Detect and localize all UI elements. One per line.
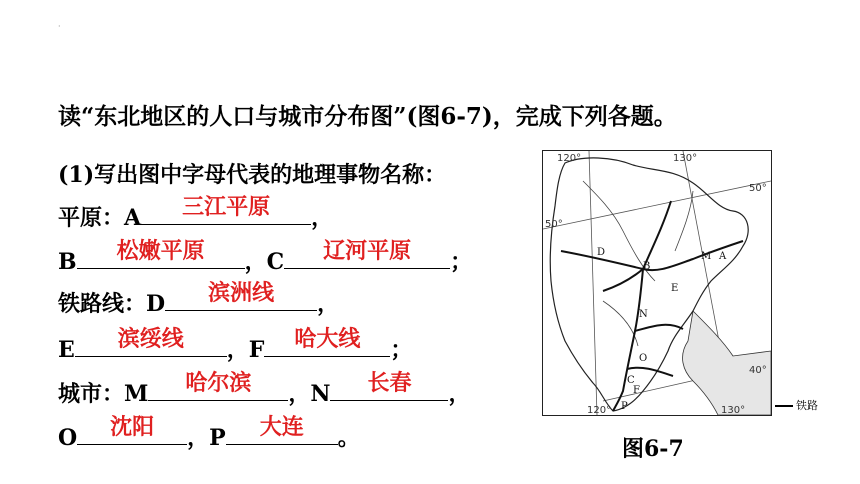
row-rail-d: [58, 281, 340, 320]
railway-binzhou-binsui: [561, 241, 743, 270]
answer-blank-c: [284, 239, 450, 269]
answer-b: 松嫩平原: [116, 239, 205, 264]
map-letter-d: D: [597, 247, 606, 258]
e-label: E: [58, 337, 75, 363]
railway-legend-icon: [775, 405, 793, 407]
row-plain-bc: [58, 239, 473, 278]
city-m-label: 城市：M: [58, 381, 149, 407]
answer-c: 辽河平原: [323, 239, 412, 264]
answer-blank-e: [75, 327, 227, 357]
answer-blank-o: [77, 415, 187, 445]
railway-branch-1: [635, 325, 683, 331]
map-drawing: [543, 151, 771, 415]
question-1-prompt: [58, 158, 446, 192]
map-legend: [775, 397, 818, 413]
map-letter-m: M: [701, 251, 712, 262]
figure-caption: 图6-7: [622, 436, 684, 462]
o-label: O: [58, 425, 78, 451]
railway-branch-3: [643, 201, 671, 269]
answer-e: 滨绥线: [117, 327, 184, 352]
comma: ，: [311, 205, 334, 231]
map-letter-e: E: [671, 283, 679, 294]
answer-f: 哈大线: [294, 327, 361, 352]
map-letter-c: C: [627, 375, 635, 386]
answer-m: 哈尔滨: [185, 371, 252, 396]
row-city-op: [58, 415, 360, 454]
b-label: B: [58, 249, 77, 275]
label-130-bottom: 130°: [721, 405, 746, 415]
label-50-right: 50°: [749, 183, 767, 194]
answer-blank-f: [264, 327, 390, 357]
semicolon: ；: [390, 337, 413, 363]
decorative-dot: ·: [58, 22, 61, 31]
f-label: ，F: [226, 337, 265, 363]
answer-o: 沈阳: [110, 415, 155, 440]
n-label: ，N: [288, 381, 331, 407]
question-1-text: (1)写出图中字母代表的地理事物名称：: [58, 162, 447, 188]
answer-blank-d: [165, 281, 317, 311]
answer-blank-a: [141, 195, 311, 225]
railway-branch-4: [603, 269, 643, 291]
answer-p: 大连: [259, 415, 304, 440]
answer-a: 三江平原: [182, 195, 271, 220]
northeast-map: [542, 150, 772, 416]
c-label: ，C: [244, 249, 285, 275]
map-letter-p: P: [621, 401, 628, 412]
answer-n: 长春: [367, 371, 412, 396]
label-120-bottom: 120°: [587, 405, 612, 415]
map-letter-o: O: [639, 353, 648, 364]
answer-blank-n: [330, 371, 448, 401]
rail-d-label: 铁路线：D: [58, 291, 166, 317]
river-2: [675, 191, 693, 251]
answer-blank-m: [148, 371, 288, 401]
sea-area: [683, 311, 771, 415]
map-letter-b: B: [643, 261, 651, 272]
label-130-top: 130°: [673, 153, 698, 164]
row-rail-ef: [58, 327, 413, 366]
semicolon: ；: [450, 249, 473, 275]
comma: ，: [448, 381, 471, 407]
map-letter-n: N: [639, 309, 648, 320]
answer-blank-p: [226, 415, 338, 445]
row-plain-a: [58, 195, 334, 234]
question-title: 读“东北地区的人口与城市分布图”(图6-7)，完成下列各题。: [58, 103, 677, 130]
label-40: 40°: [749, 365, 767, 376]
map-letter-f: F: [633, 385, 640, 396]
label-50-left: 50°: [545, 219, 563, 230]
answer-blank-b: [77, 239, 245, 269]
answer-d: 滨洲线: [208, 281, 275, 306]
map-letter-a: A: [719, 251, 727, 262]
label-120-top: 120°: [557, 153, 582, 164]
comma: ，: [317, 291, 340, 317]
row-city-mn: [58, 371, 471, 410]
plain-a-label: 平原：A: [58, 205, 142, 231]
parallel-50: [543, 181, 771, 229]
p-label: ，P: [187, 425, 226, 451]
period: 。: [337, 425, 360, 451]
legend-label: 铁路: [796, 399, 818, 412]
